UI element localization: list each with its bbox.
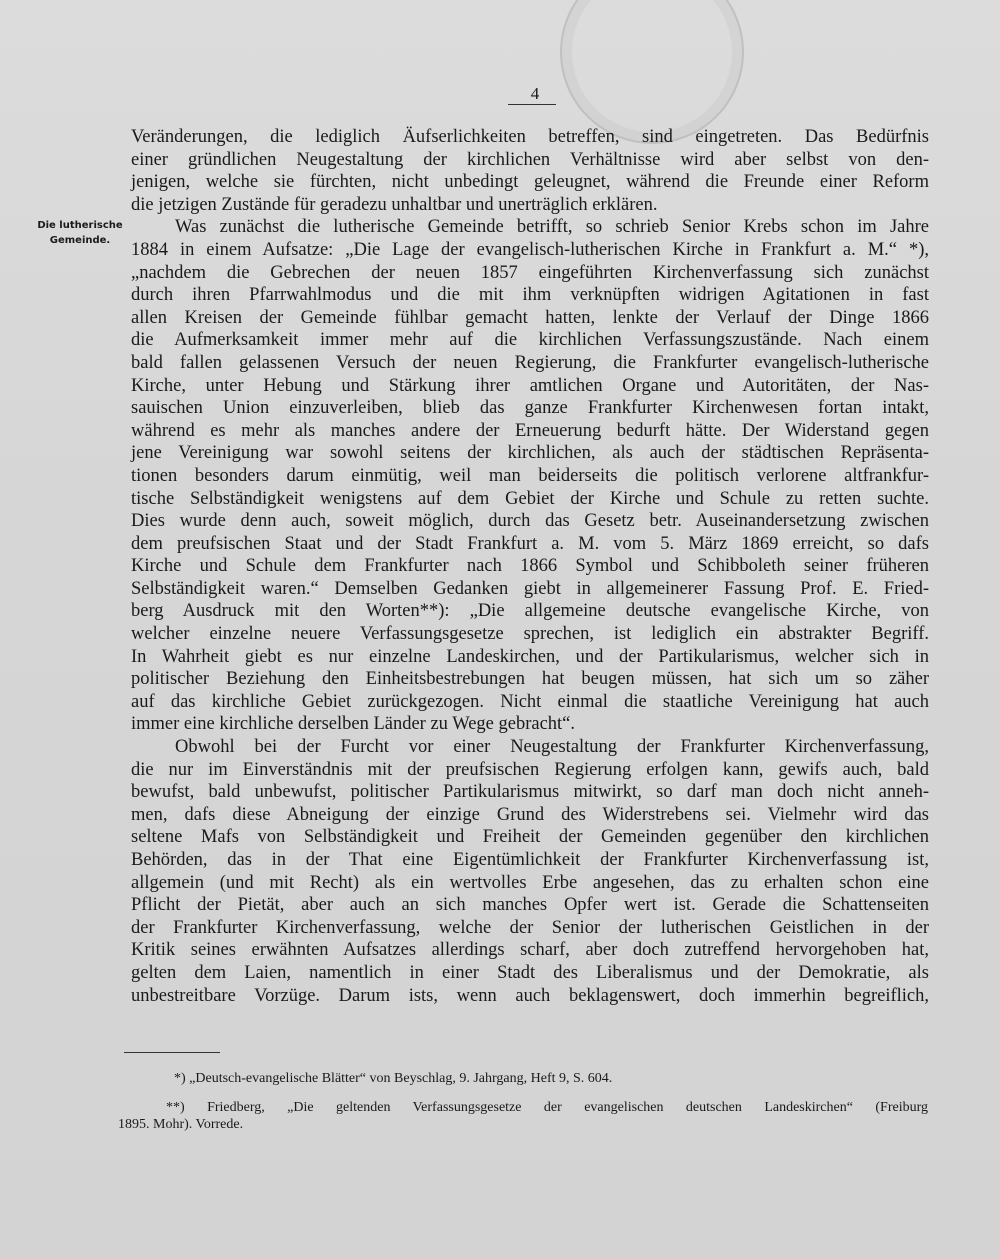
margin-note — [30, 218, 130, 248]
footnote-2-line: **) Friedberg, „Die geltenden Verfassungsgesetze der evangelischen deutschen Landeskirchen“ (Freiburg — [166, 1100, 928, 1115]
text-line: In Wahrheit giebt es nur einzelne Landeskirchen, und der Partikularismus, welcher sich in — [131, 646, 929, 667]
footnote-1: *) „Deutsch-evangelische Blätter“ von Beyschlag, 9. Jahrgang, Heft 9, S. 604. — [174, 1071, 613, 1086]
footnotes — [118, 1070, 928, 1133]
text-line: seltene Mafs von Selbständigkeit und Freiheit der Gemeinden gegenüber den kirchlichen — [131, 827, 929, 848]
library-stamp-mark — [560, 0, 744, 144]
text-line: während es mehr als manches andere der Erneuerung bedurft hätte. Der Widerstand gegen — [131, 420, 929, 441]
text-line: die Aufmerksamkeit immer mehr auf die kirchlichen Verfassungszustände. Nach einem — [131, 330, 929, 351]
text-line: tionen besonders darum einmütig, weil man beiderseits die politisch verlorene altfrankfur- — [131, 465, 929, 486]
page-number-rule — [508, 104, 556, 105]
text-line: welcher einzelne neuere Verfassungsgesetze sprechen, ist lediglich ein abstrakter Begriff. — [131, 624, 929, 645]
margin-note-line: Die lutherische — [37, 220, 123, 231]
text-line: Obwohl bei der Furcht vor einer Neugestaltung der Frankfurter Kirchenverfassung, — [175, 737, 929, 758]
text-line: auf das kirchliche Gebiet zurückgezogen. Nicht einmal die staatliche Vereinigung hat auch — [131, 691, 929, 712]
margin-note-line: Gemeinde. — [49, 235, 111, 246]
footnote-2-line: 1895. Mohr). Vorrede. — [118, 1117, 244, 1132]
text-line: der Frankfurter Kirchenverfassung, welche der Senior der lutherischen Geistlichen in der — [131, 917, 929, 938]
text-line: Was zunächst die lutherische Gemeinde betrifft, so schrieb Senior Krebs schon im Jahre — [175, 217, 929, 238]
text-line: Dies wurde denn auch, soweit möglich, durch das Gesetz betr. Auseinandersetzung zwischen — [131, 511, 929, 532]
text-line: bald fallen gelassenen Versuch der neuen Regierung, die Frankfurter evangelisch-lutherische — [131, 352, 929, 373]
text-line: immer eine kirchliche derselben Länder zu Wege gebracht“. — [131, 714, 576, 735]
text-line: durch ihren Pfarrwahlmodus und die mit ihm verknüpften widrigen Agitationen in fast — [131, 285, 929, 306]
text-line: „nachdem die Gebrechen der neuen 1857 eingeführten Kirchenverfassung sich zunächst — [131, 262, 929, 283]
footnote-rule — [124, 1052, 220, 1053]
text-line: Selbständigkeit waren.“ Demselben Gedanken giebt in allgemeinerer Fassung Prof. E. Fried- — [131, 578, 929, 599]
text-line: bewufst, bald unbewufst, politischer Partikularismus mitwirkt, so darf man doch nicht anneh- — [131, 782, 929, 803]
text-line: Kirche und Schule dem Frankfurter nach 1866 Symbol und Schibboleth seiner früheren — [131, 556, 929, 577]
text-line: Pflicht der Pietät, aber auch an sich manches Opfer wert ist. Gerade die Schattenseiten — [131, 895, 929, 916]
text-line: allen Kreisen der Gemeinde fühlbar gemacht hatten, lenkte der Verlauf der Dinge 1866 — [131, 307, 929, 328]
text-line: sauischen Union einzuverleiben, blieb das ganze Frankfurter Kirchenwesen fortan intakt, — [131, 398, 929, 419]
page-number: 4 — [530, 84, 540, 103]
text-line: die nur im Einverständnis mit der preufsischen Regierung erfolgen kann, gewifs auch, bald — [131, 759, 929, 780]
text-line: dem preufsischen Staat und der Stadt Frankfurt a. M. vom 5. März 1869 erreicht, so dafs — [131, 533, 929, 554]
text-line: gelten dem Laien, namentlich in einer Stadt des Liberalismus und der Demokratie, als — [131, 962, 929, 983]
text-line: allgemein (und mit Recht) als ein wertvolles Erbe angesehen, das zu erhalten schon eine — [131, 872, 929, 893]
text-line: Kritik seines erwähnten Aufsatzes allerdings scharf, aber doch zutreffend hervorgehoben hat, — [131, 940, 929, 961]
body-text — [131, 126, 929, 1007]
text-line: berg Ausdruck mit den Worten**): „Die allgemeine deutsche evangelische Kirche, von — [131, 601, 929, 622]
text-line: Kirche, unter Hebung und Stärkung ihrer amtlichen Organe und Autoritäten, der Nas- — [131, 375, 929, 396]
text-line: einer gründlichen Neugestaltung der kirchlichen Verhältnisse wird aber selbst von den- — [131, 149, 929, 170]
text-line: jenigen, welche sie fürchten, nicht unbedingt geleugnet, während die Freunde einer Reform — [131, 172, 929, 193]
text-line: tische Selbständigkeit wenigstens auf dem Gebiet der Kirche und Schule zu retten suchte. — [131, 488, 929, 509]
text-line: politischer Beziehung den Einheitsbestrebungen hat beugen müssen, hat sich um so zäher — [131, 669, 929, 690]
text-line: die jetzigen Zustände für geradezu unhaltbar und unerträglich erklären. — [131, 194, 658, 215]
text-line: 1884 in einem Aufsatze: „Die Lage der evangelisch-lutherischen Kirche in Frankfurt a. M.“ *), — [131, 239, 929, 260]
text-line: men, dafs diese Abneigung der einzige Grund des Widerstrebens sei. Vielmehr wird das — [131, 804, 929, 825]
text-line: Veränderungen, die lediglich Äufserlichkeiten betreffen, sind eingetreten. Das Bedürfnis — [131, 127, 929, 147]
footnote-2 — [118, 1099, 928, 1133]
text-line: unbestreitbare Vorzüge. Darum ists, wenn auch beklagenswert, doch immerhin begreiflich, — [131, 985, 929, 1006]
text-line: Behörden, das in der That eine Eigentümlichkeit der Frankfurter Kirchenverfassung ist, — [131, 850, 929, 870]
text-line: jene Vereinigung war sowohl seitens der kirchlichen, als auch der städtischen Repräsenta- — [131, 443, 929, 464]
